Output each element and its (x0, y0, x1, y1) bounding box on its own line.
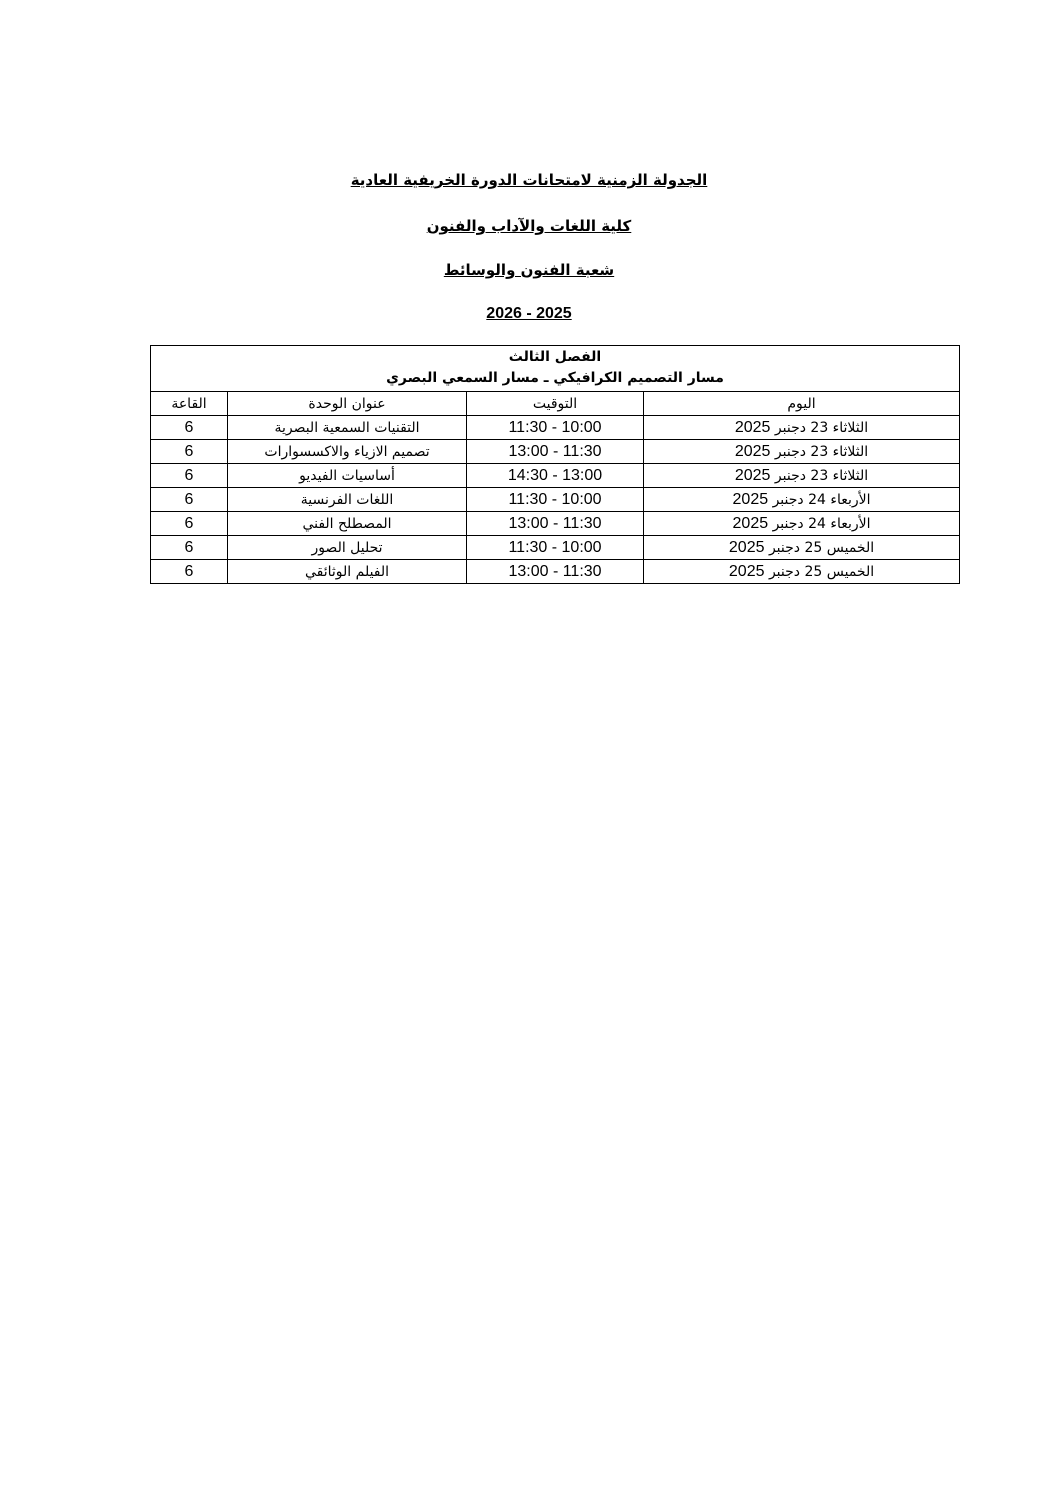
table-title-row (151, 346, 960, 392)
cell-day-text: الثلاثاء 23 دجنبر (774, 467, 869, 484)
cell-time (467, 488, 644, 512)
table-row (151, 536, 960, 560)
cell-day (644, 416, 960, 440)
cell-day-text: الثلاثاء 23 دجنبر (774, 443, 869, 460)
column-header-room: القاعة (151, 392, 228, 416)
cell-room-text: 6 (184, 538, 194, 556)
table-row (151, 512, 960, 536)
cell-unit: أساسيات الفيديو (228, 464, 467, 488)
cell-time-text: 13:00 - 11:30 (508, 562, 602, 580)
cell-day-text: الخميس 25 دجنبر (768, 539, 875, 556)
cell-day (644, 464, 960, 488)
cell-time-text: 11:30 - 10:00 (508, 538, 602, 556)
cell-time (467, 512, 644, 536)
cell-unit: المصطلح الفني (228, 512, 467, 536)
cell-room-text: 6 (184, 490, 194, 508)
tracks-label: مسار التصميم الكرافيكي ـ مسار السمعي البصري (386, 370, 724, 386)
column-header-day: اليوم (644, 392, 960, 416)
faculty-name: كلية اللغات والآداب والفنون (426, 217, 632, 235)
cell-day-text: الأربعاء 24 دجنبر (772, 491, 871, 508)
cell-room (151, 560, 228, 584)
cell-unit: اللغات الفرنسية (228, 488, 467, 512)
cell-day (644, 488, 960, 512)
cell-day-year: 2025 (734, 442, 771, 460)
cell-unit: تحليل الصور (228, 536, 467, 560)
cell-day-text: الخميس 25 دجنبر (768, 563, 875, 580)
column-header-unit: عنوان الوحدة (228, 392, 467, 416)
cell-time (467, 560, 644, 584)
cell-day-text: الأربعاء 24 دجنبر (772, 515, 871, 532)
table-title-cell (151, 346, 960, 392)
cell-day-year: 2025 (732, 514, 769, 532)
cell-time (467, 440, 644, 464)
document-title: الجدولة الزمنية لامتحانات الدورة الخريفية العادية (350, 171, 708, 189)
table-row (151, 488, 960, 512)
cell-room-text: 6 (184, 442, 194, 460)
table-row (151, 416, 960, 440)
column-header-row (151, 392, 960, 416)
cell-day-year: 2025 (734, 466, 771, 484)
cell-room-text: 6 (184, 466, 194, 484)
column-header-time: التوقيت (467, 392, 644, 416)
cell-unit: تصميم الازياء والاكسسوارات (228, 440, 467, 464)
cell-room (151, 512, 228, 536)
cell-unit: التقنيات السمعية البصرية (228, 416, 467, 440)
cell-day-text: الثلاثاء 23 دجنبر (774, 419, 869, 436)
table-row (151, 464, 960, 488)
cell-room (151, 464, 228, 488)
cell-day-year: 2025 (732, 490, 769, 508)
table-row (151, 440, 960, 464)
table-row (151, 560, 960, 584)
cell-time-text: 14:30 - 13:00 (507, 466, 603, 484)
cell-time (467, 416, 644, 440)
academic-year: 2026 - 2025 (486, 305, 572, 322)
cell-room (151, 416, 228, 440)
cell-room (151, 488, 228, 512)
cell-room-text: 6 (184, 562, 194, 580)
cell-time-text: 11:30 - 10:00 (508, 418, 602, 436)
cell-time (467, 464, 644, 488)
cell-day-year: 2025 (728, 562, 765, 580)
cell-day (644, 512, 960, 536)
cell-room (151, 440, 228, 464)
cell-time (467, 536, 644, 560)
cell-unit: الفيلم الوثائقي (228, 560, 467, 584)
cell-time-text: 13:00 - 11:30 (508, 514, 602, 532)
cell-day (644, 560, 960, 584)
cell-day (644, 440, 960, 464)
cell-room (151, 536, 228, 560)
cell-room-text: 6 (184, 514, 194, 532)
cell-room-text: 6 (184, 418, 194, 436)
cell-time-text: 11:30 - 10:00 (508, 490, 602, 508)
cell-time-text: 13:00 - 11:30 (508, 442, 602, 460)
cell-day-year: 2025 (734, 418, 771, 436)
table-body (151, 416, 960, 584)
department-name: شعبة الفنون والوسائط (443, 261, 615, 279)
semester-label: الفصل الثالث (508, 349, 602, 365)
exam-schedule-table (150, 345, 960, 584)
cell-day (644, 536, 960, 560)
cell-day-year: 2025 (728, 538, 765, 556)
